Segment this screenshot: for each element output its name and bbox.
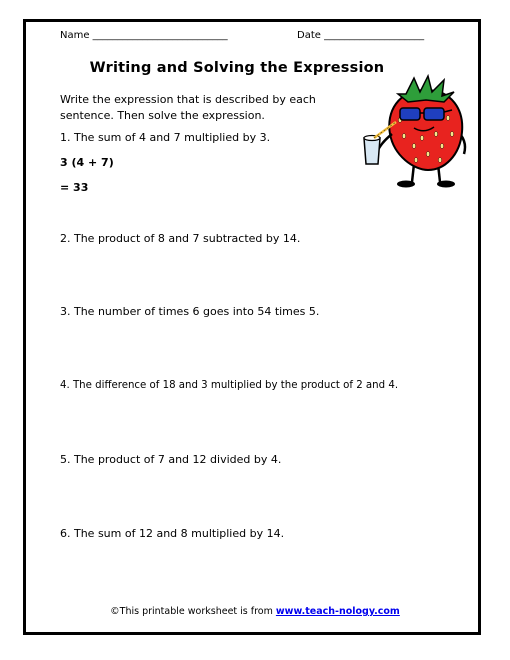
footer-link[interactable]: www.teach-nology.com	[275, 606, 400, 617]
example-question: 1. The sum of 4 and 7 multiplied by 3.	[60, 131, 271, 144]
example-answer: = 33	[60, 181, 89, 194]
footer-credit	[0, 606, 510, 617]
instructions-line-1: Write the expression that is described by each	[60, 93, 316, 106]
footer-text: ©This printable worksheet is from	[110, 606, 276, 617]
question-2: 2. The product of 8 and 7 subtracted by 14.	[60, 232, 301, 245]
question-5: 5. The product of 7 and 12 divided by 4.	[60, 453, 282, 466]
question-4: 4. The difference of 18 and 3 multiplied by the product of 2 and 4.	[60, 380, 399, 391]
question-3: 3. The number of times 6 goes into 54 times 5.	[60, 305, 320, 318]
example-expression: 3 (4 + 7)	[60, 156, 114, 169]
strawberry-mascot-icon	[356, 72, 474, 190]
instructions-line-2: sentence. Then solve the expression.	[60, 109, 265, 122]
worksheet-title: Writing and Solving the Expression	[89, 60, 385, 76]
date-field-label: Date ____________________	[297, 30, 425, 41]
question-6: 6. The sum of 12 and 8 multiplied by 14.	[60, 527, 285, 540]
name-field-label: Name ___________________________	[60, 30, 228, 41]
